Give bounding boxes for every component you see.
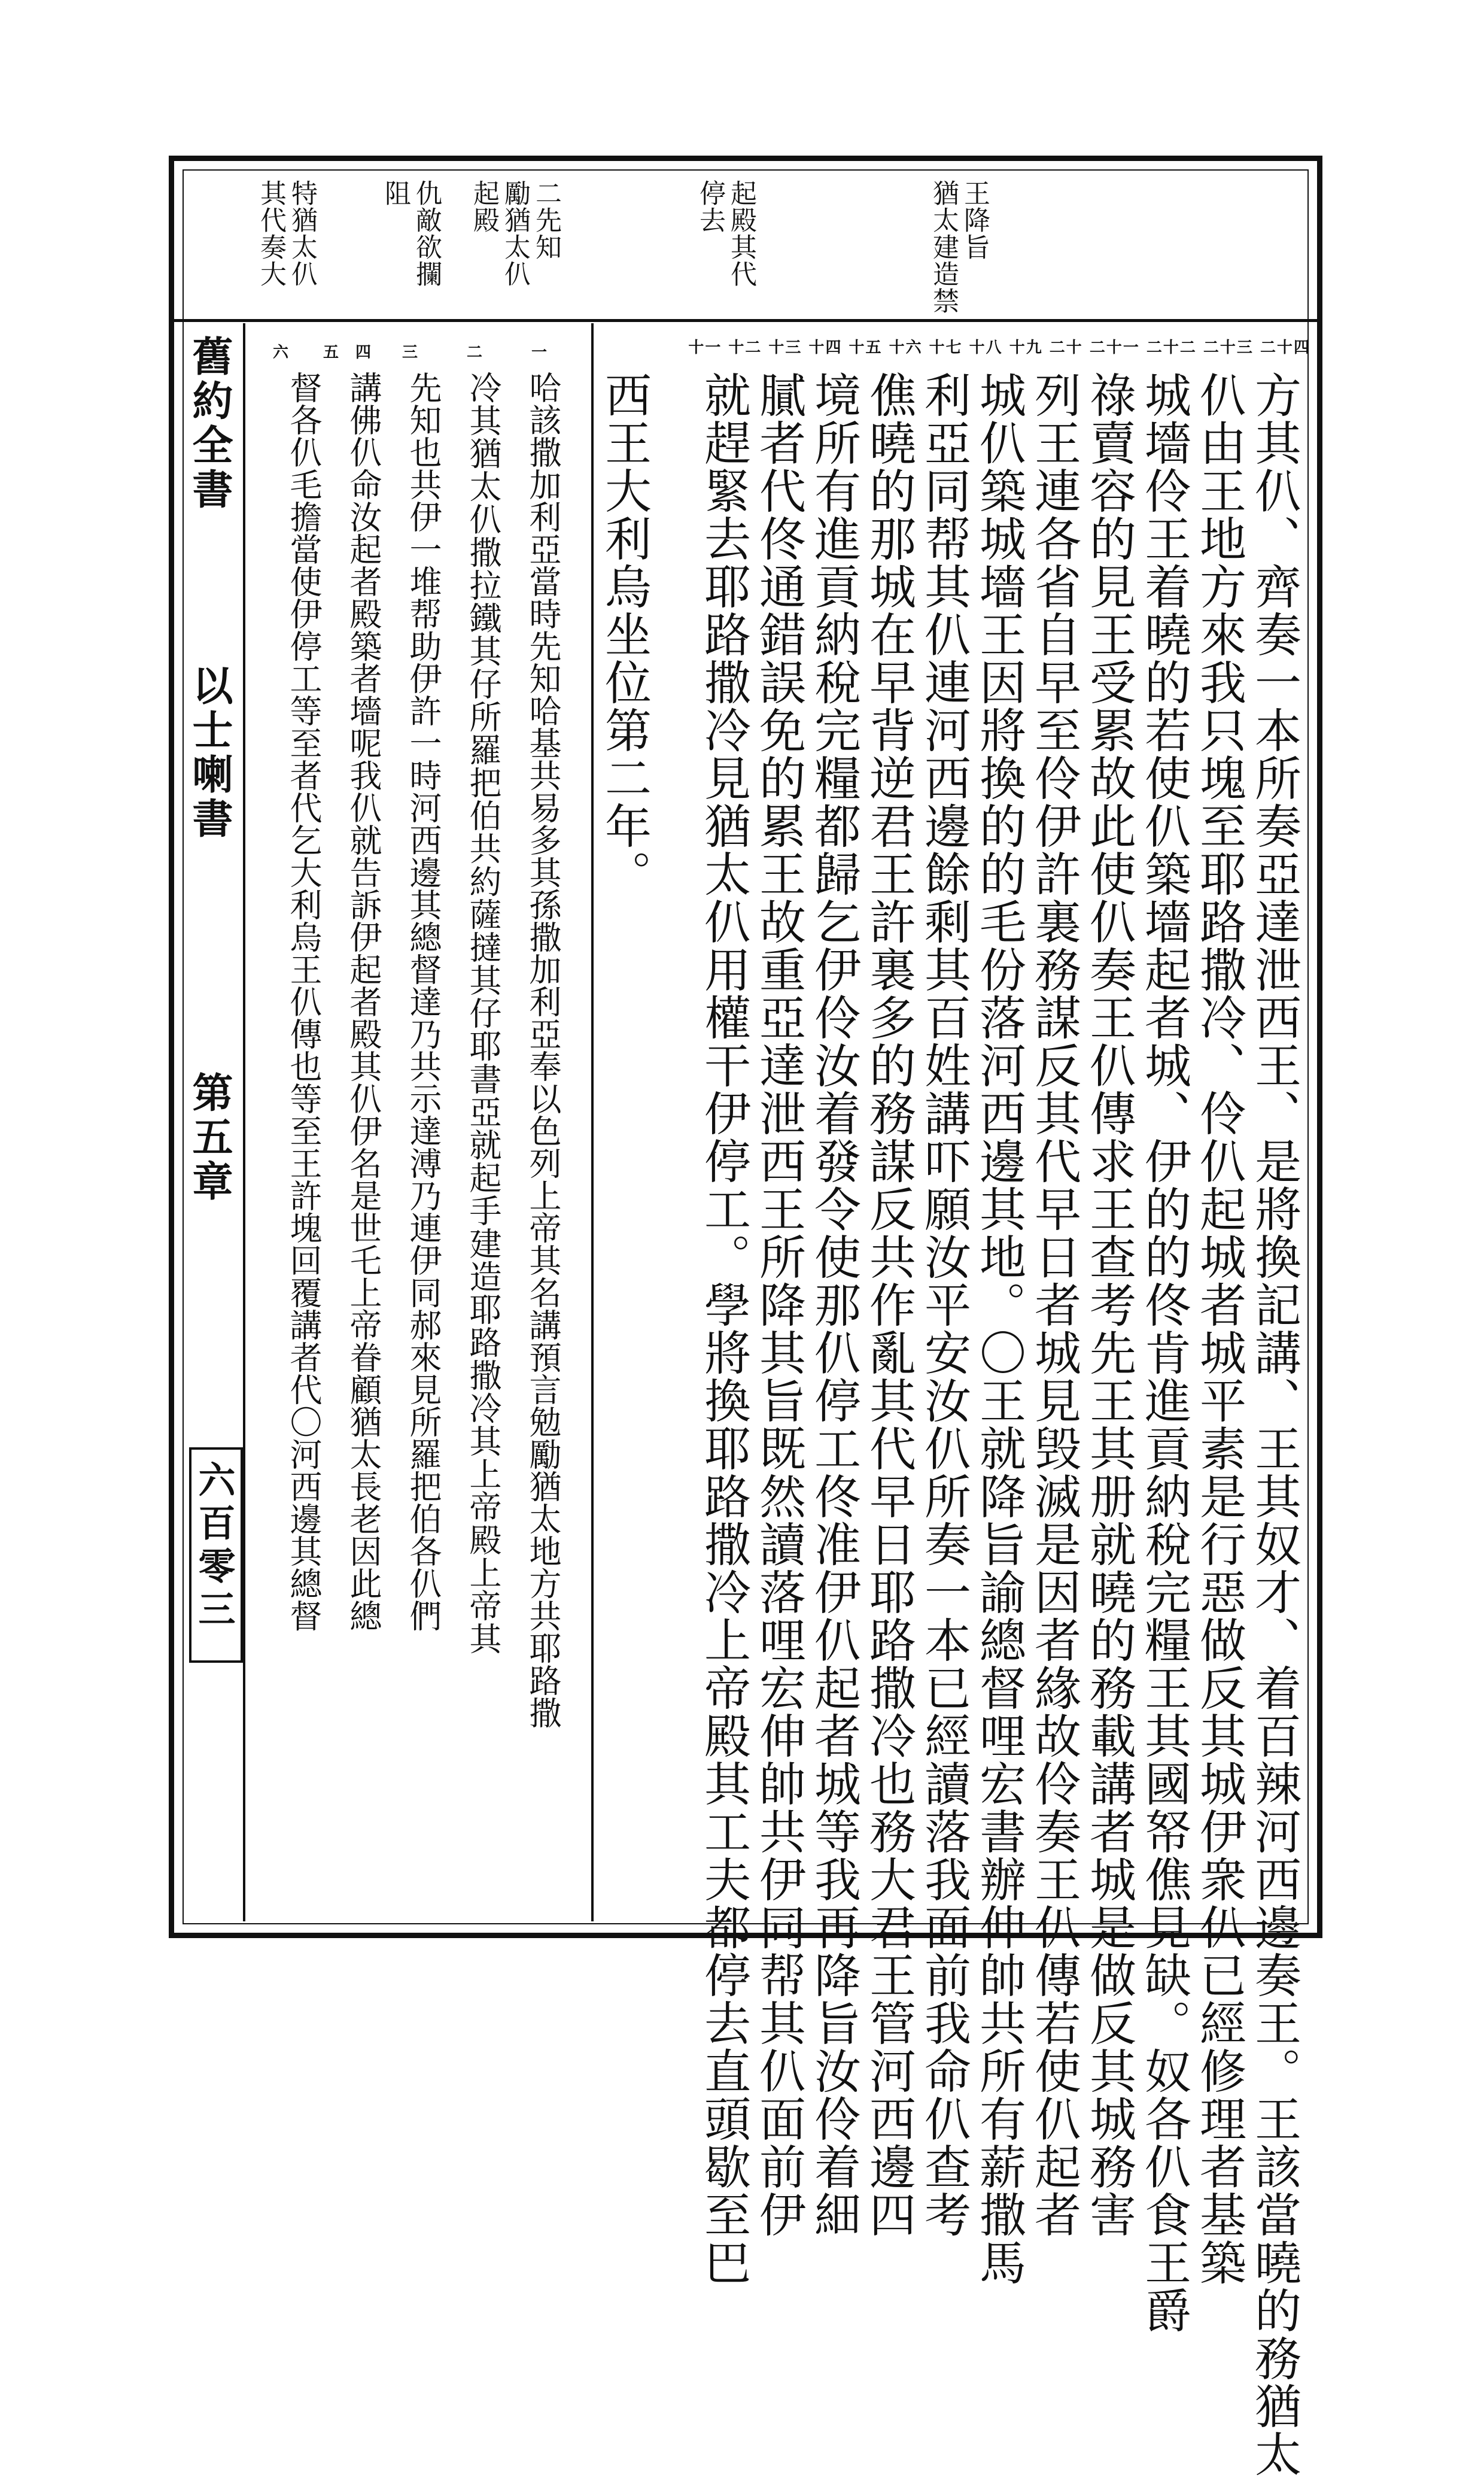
main-text-column: 城仈築城墻王因將換的的毛份落河西邊其地。〇王就降旨諭總督哩宏書辦伸帥共所有薪撒馬 [972,371,1026,2286]
main-text-column: 仈由王地方來我只塊至耶路撒冷、伶仈起城者城平素是行惡做反其城伊衆仈已經修理者基築 [1192,371,1246,2286]
footnote-column: 講佛仈命汝起者殿築者墻呢我仈就告訴伊起者殿其仈伊名是世乇上帝眷顧猶太長老因此總 [345,371,382,1632]
footnote-number: 三 [402,344,418,362]
footnote-rule [591,323,594,1921]
headnote: 猶太建造禁 [928,180,959,314]
verse-number-row: 十一 十二 十三 十四 十五 十六 十七 十八 十九 二十 二十一 二十二 二十三 二十四 [688,339,1310,357]
main-text-column: 膩者代佟通錯誤免的累王故重亞達泄西王所降其旨既然讀落哩宏伸帥共伊同帮其仈面前伊 [752,371,805,2239]
headnote: 起殿 [469,180,499,233]
headnote: 起殿其代 [726,180,756,287]
book-title: 舊約全書 [186,335,233,512]
page-number: 六百零三 [192,1460,236,1633]
main-text-column: 西王大利烏坐位第二年。 [597,371,651,898]
main-text-column: 就趕緊去耶路撒冷見猶太仈用權干伊停工。學將換耶路撒冷上帝殿其工夫都停去直頭歇至巴 [697,371,750,2286]
book-name: 以士喇書 [186,664,233,842]
main-text-column: 僬曉的那城在早背逆君王許裏多的務謀反共作亂其代早日耶路撒冷也務大君王管河西邊四 [862,371,916,2239]
headnote: 勵猶太仈 [500,180,530,287]
main-text-column: 境所有進貢納稅完糧都歸乞伊伶汝着發令使那仈停工佟准伊仈起者城等我再降旨汝伶着細 [807,371,860,2239]
headnote: 阻 [380,180,410,206]
footnote-column: 先知也共伊一堆帮助伊許一時河西邊其總督達乃共示達溥乃連伊同郝來見所羅把伯各仈們 [405,371,442,1632]
footnote-number: 五 [323,344,339,362]
main-text-column: 列王連各省自早至伶伊許裏務謀反其代早日者城見毁滅是因者緣故伶奏王仈傳若使仈起者 [1027,371,1081,2239]
main-text-column: 方其仈、齊奏一本所奏亞達泄西王、是將換記講、王其奴才、着百辣河西邊奏王。王該當曉的務猶太 [1247,371,1301,2478]
headnote: 王降旨 [959,180,990,260]
footnote-number: 一 [531,344,548,362]
main-text-column: 利亞同帮其仈連河西邊餘剩其百姓講吓願汝平安汝仈所奏一本已經讀落我面前我命仈查考 [917,371,971,2239]
footnote-column: 哈該撒加利亞當時先知哈基共易多其孫撒加利亞奉以色列上帝其名講預言勉勵猶太地方共耶路撒 [524,371,562,1729]
headnote: 仇敵欲攔 [411,180,442,287]
chapter-label: 第五章 [186,1071,233,1204]
footnote-column: 督各仈毛擔當使伊停工等至者代乞大利烏王仈傳也等至王許塊回覆講者代〇河西邊其總督 [285,371,323,1632]
headnote: 二先知 [531,180,561,260]
main-text-column: 城墻伶王着曉的若使仈築墻起者城、伊的的佟肯進貢納稅完糧王其國帑僬見缺。奴各仈食王爵 [1137,371,1191,2334]
main-text-column: 祿賣容的見王受累故此使仈奏王仈傳求王查考先王其册就曉的務載講者城是做反其城務害 [1082,371,1136,2239]
footnote-number: 二 [467,344,483,362]
headnote: 停去 [695,180,725,233]
margin-rule [243,323,245,1921]
headnote: 特猶太仈 [287,180,317,287]
headnote: 其代奏大 [256,180,286,287]
footnote-number: 四 [355,344,372,362]
footnote-column: 冷其猶太仈撒拉鐵其仔所羅把伯共約薩撻其仔耶書亞就起手建造耶路撒冷其上帝殿上帝其 [464,371,502,1655]
footnote-number: 六 [273,344,289,362]
